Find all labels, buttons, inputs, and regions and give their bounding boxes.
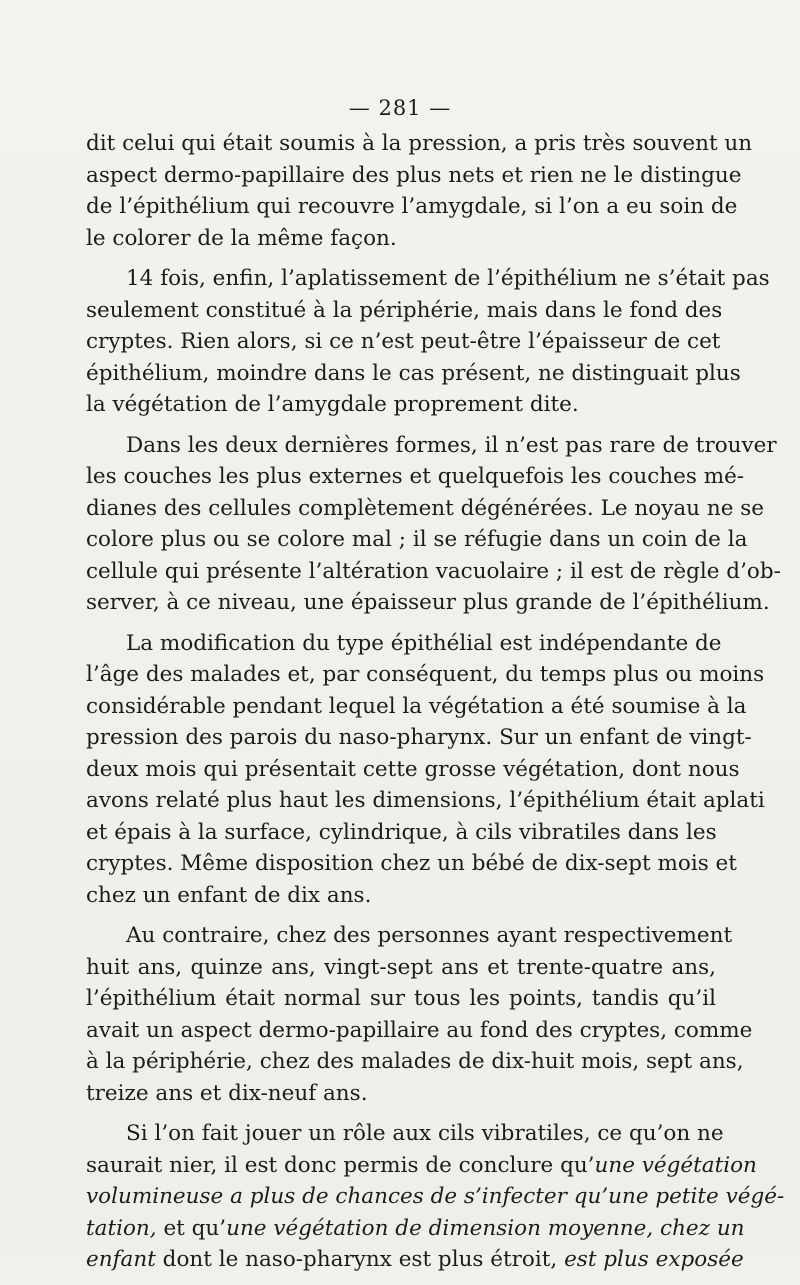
italic-run: une végétation bbox=[594, 1152, 757, 1178]
text-line: avait un aspect dermo-papillaire au fond des cryptes, comme bbox=[86, 1017, 753, 1043]
text-line: cryptes. Même disposition chez un bébé de dix-sept mois et bbox=[86, 851, 737, 876]
text-line: l’âge des malades et, par conséquent, du temps plus ou moins bbox=[86, 662, 765, 687]
italic-run: est plus exposée bbox=[564, 1247, 744, 1272]
text-line: Dans les deux dernières formes, il n’est pas rare de trouver bbox=[126, 432, 777, 458]
text-line: pression des parois du naso-pharynx. Sur un enfant de vingt- bbox=[86, 725, 752, 750]
paragraph-3 bbox=[86, 430, 781, 619]
paragraph-4 bbox=[86, 628, 765, 912]
text-line: à la périphérie, chez des malades de dix-huit mois, sept ans, bbox=[86, 1049, 744, 1074]
text-line: 14 fois, enfin, l’aplatissement de l’épithélium ne s’était pas bbox=[126, 266, 770, 291]
page-number: — 281 — bbox=[348, 96, 452, 120]
text-line: aspect dermo-papillaire des plus nets et rien ne le distingue bbox=[86, 162, 742, 188]
text-line: cellule qui présente l’altération vacuolaire ; il est de règle d’ob- bbox=[86, 558, 781, 584]
italic-run: volumineuse a plus de chances de s’infecter qu’une petite végé- bbox=[86, 1184, 785, 1209]
italic-run: tation, bbox=[86, 1215, 157, 1241]
text-line bbox=[86, 1213, 745, 1245]
text-line: dit celui qui était soumis à la pression, a pris très souvent un bbox=[86, 131, 753, 156]
text-line: la végétation de l’amygdale proprement dite. bbox=[86, 392, 579, 417]
italic-run: une végétation de dimension moyenne, chez un bbox=[226, 1215, 745, 1241]
text-line: seulement constitué à la périphérie, mais dans le fond des bbox=[86, 297, 723, 323]
text-line: considérable pendant lequel la végétation a été soumise à la bbox=[86, 693, 747, 719]
text-line: avons relaté plus haut les dimensions, l’épithélium était aplati bbox=[86, 788, 765, 813]
text-line: treize ans et dix-neuf ans. bbox=[86, 1080, 368, 1106]
text-line: colore plus ou se colore mal ; il se réfugie dans un coin de la bbox=[86, 527, 748, 552]
text-line: deux mois qui présentait cette grosse végétation, dont nous bbox=[86, 756, 740, 782]
text-line: de l’épithélium qui recouvre l’amygdale, si l’on a eu soin de bbox=[86, 194, 738, 219]
text-line: huit ans, quinze ans, vingt-sept ans et trente-quatre ans, bbox=[86, 954, 716, 980]
text-line: et épais à la surface, cylindrique, à cils vibratiles dans les bbox=[86, 819, 717, 845]
text-line: les couches les plus externes et quelquefois les couches mé- bbox=[86, 464, 745, 489]
text-line: Si l’on fait jouer un rôle aux cils vibratiles, ce qu’on ne bbox=[126, 1121, 724, 1146]
text-line bbox=[86, 1244, 744, 1276]
paragraph-6 bbox=[86, 1118, 785, 1276]
text-line: le colorer de la même façon. bbox=[86, 225, 397, 251]
text-line: dianes des cellules complètement dégénérées. Le noyau ne se bbox=[86, 495, 765, 521]
text-line: cryptes. Rien alors, si ce n’est peut-être l’épaisseur de cet bbox=[86, 329, 721, 354]
text-line: l’épithélium était normal sur tous les points, tandis qu’il bbox=[86, 986, 716, 1011]
text-line bbox=[86, 1150, 757, 1182]
italic-run: enfant bbox=[86, 1247, 156, 1272]
text-line: épithélium, moindre dans le cas présent, ne distinguait plus bbox=[86, 360, 741, 386]
paragraph-2 bbox=[86, 263, 770, 421]
text-line: chez un enfant de dix ans. bbox=[86, 882, 372, 908]
text-run: saurait nier, il est donc permis de conclure qu’ bbox=[86, 1152, 595, 1178]
page-body bbox=[86, 128, 785, 1285]
text-line: La modification du type épithélial est indépendante de bbox=[126, 630, 722, 656]
paragraph-1 bbox=[86, 128, 753, 254]
text-run: et qu’ bbox=[156, 1215, 227, 1241]
paragraph-5 bbox=[86, 920, 753, 1109]
text-run: dont le naso-pharynx est plus étroit, bbox=[155, 1247, 565, 1272]
text-line: Au contraire, chez des personnes ayant respectivement bbox=[126, 923, 733, 948]
text-line: server, à ce niveau, une épaisseur plus grande de l’épithélium. bbox=[86, 590, 770, 615]
